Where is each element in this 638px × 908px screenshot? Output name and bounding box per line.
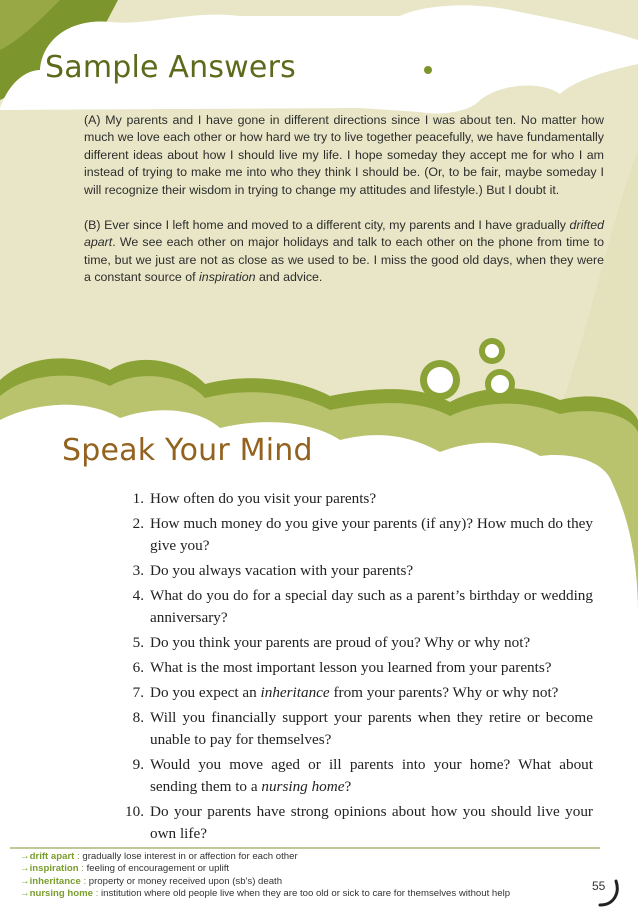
answer-b-term-inspiration: inspiration [199,270,256,285]
question-number: 10. [125,803,144,820]
answer-b-text-2: . We see each other on major holidays and talk to each other on the phone from time to time, but we just are not as close as we used to be. I miss the good old days, when they were a constant source of [84,235,604,285]
arrow-icon: → [20,851,30,862]
sample-answers-body [84,112,604,305]
question-number: 7. [132,684,144,701]
question-text: What is the most important lesson you learned from your parents? [150,659,552,676]
question-item [118,754,593,798]
question-number: 8. [132,709,144,726]
glossary [20,851,590,900]
question-item [118,707,593,751]
bubble-large-inner [427,367,453,393]
question-text: Do you think your parents are proud of you? Why or why not? [150,634,531,651]
glossary-term: drift apart [29,851,75,862]
question-number: 5. [132,634,144,651]
answer-b-term-drifted-apart: drifted apart [84,218,604,250]
question-item [118,488,593,510]
glossary-definition: gradually lose interest in or affection for each other [82,851,298,862]
question-item [118,632,593,654]
glossary-definition: property or money received upon (sb's) death [88,875,283,887]
question-item [118,682,593,704]
question-list [118,488,593,848]
glossary-item: →nursing home : institution where old people live when they are too old or sick to care for themselves without help [20,887,511,899]
question-text: Will you financially support your parents when they retire or become unable to pay for themselves? [150,709,593,748]
glossary-item: →inspiration : feeling of encouragement or uplift [20,863,230,875]
question-number: 1. [132,490,144,507]
glossary-item: →drift apart : gradually lose interest in or affection for each other [20,851,298,862]
question-number: 2. [132,515,144,532]
answer-b-text-1: Ever since I left home and moved to a different city, my parents and I have gradually [104,218,566,233]
question-item [118,560,593,582]
question-text: How much money do you give your parents (if any)? How much do they give you? [150,515,593,554]
answer-b [84,217,604,287]
question-number: 3. [132,562,144,579]
question-text: Do you always vacation with your parents? [150,562,414,579]
page-number-text: 55 [592,879,606,893]
sample-answers-title: Sample Answers [45,50,296,85]
glossary-term: inheritance [29,875,81,887]
arrow-icon: → [20,863,30,875]
question-text-post: from your parents? Why or why not? [333,684,559,701]
question-text-pre: Do you expect an [150,684,257,701]
arrow-icon: → [20,887,30,899]
question-term-inheritance: inheritance [260,684,330,701]
top-bubble-dot [424,66,432,74]
question-term-nursing-home: nursing home [261,778,345,795]
bubble-small-inner [485,344,499,358]
question-text-post: ? [344,778,352,795]
page-left-arrow-icon: ‹ [4,438,18,478]
question-text [150,682,593,704]
glossary-term: inspiration [29,863,79,875]
bubble-mid-inner [491,375,509,393]
question-text: What do you do for a special day such as a parent’s birthday or wedding anniversary? [150,587,593,626]
question-item [118,585,593,629]
question-text: How often do you visit your parents? [150,490,377,507]
answer-a-text: My parents and I have gone in different directions since I was about ten. No matter how much we love each other or how hard we try to live together peacefully, we have fundamentally different ideas about how I should live my life. I hope someday they accept me for who I am instead of trying to make me into who they think I should be. (Or, to be fair, maybe someday I will recognize their wisdom in trying to change my attitudes and lifestyle.) But I doubt it. [84,113,604,197]
glossary-definition: feeling of encouragement or uplift [86,863,230,875]
speak-your-mind-title: Speak Your Mind [62,433,313,468]
glossary-term: nursing home [29,887,94,899]
question-text-pre: Would you move aged or ill parents into your home? What about sending them to a [150,756,593,795]
answer-a [84,112,604,199]
question-number: 9. [132,756,144,773]
answer-b-text-3: and advice. [258,270,323,285]
answer-a-label: (A) [84,113,101,127]
answer-b-label: (B) [84,218,101,233]
arrow-icon: → [20,875,30,887]
question-text: Do your parents have strong opinions about how you should live your own life? [150,803,593,842]
page-number [586,873,620,907]
question-item [118,801,593,845]
question-number: 6. [132,659,144,676]
question-text [150,754,593,798]
glossary-definition: institution where old people live when they are too old or sick to care for themselves without help [101,887,511,899]
question-number: 4. [132,587,144,604]
question-item [118,513,593,557]
question-item [118,657,593,679]
glossary-item: →inheritance : property or money received upon (sb's) death [20,875,283,887]
